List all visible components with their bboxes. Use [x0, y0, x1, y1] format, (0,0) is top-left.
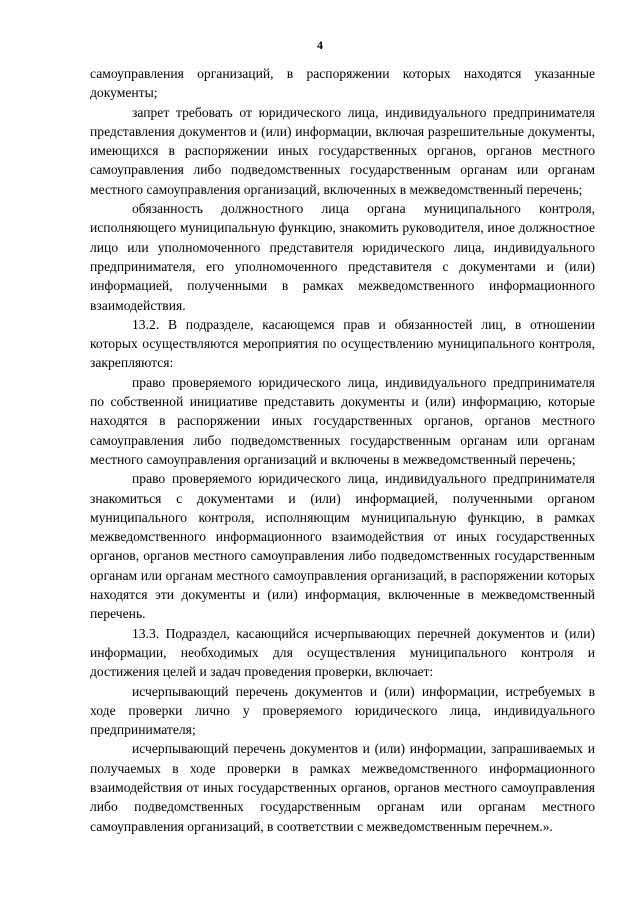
paragraph: обязанность должностного лица органа муниципального контроля, исполняющего муниципальную функцию, знакомить руководителя, иное должностное лицо или уполномоченного представителя юридического лица, индивидуального предпринимателя, его уполномоченного представителя с документами и (или) информацией, полученными в рамках межведомственного информационного взаимодействия.: [90, 201, 595, 313]
paragraph: право проверяемого юридического лица, индивидуального предпринимателя знакомиться с документами и (или) информацией, полученными органом муниципального контроля, исполняющим муниципальную функцию, в рамках межведомственного информационного взаимодействия от иных государственных органов, органов местного самоуправления либо подведомственных государственным органам или органам местного самоуправления организаций, в распоряжении которых находятся эти документы и (или) информация, включенные в межведомственный перечень.: [90, 471, 595, 622]
paragraph: право проверяемого юридического лица, индивидуального предпринимателя по собственной инициативе представить документы и (или) информацию, которые находятся в распоряжении иных государственных органов, органов местного самоуправления либо подведомственных государственным органам или органам местного самоуправления организаций и включены в межведомственный перечень;: [90, 374, 595, 467]
paragraph: исчерпывающий перечень документов и (или) информации, истребуемых в ходе проверки лично у проверяемого юридического лица, индивидуального предпринимателя;: [90, 683, 595, 738]
paragraph: 13.2. В подразделе, касающемся прав и обязанностей лиц, в отношении которых осуществляются мероприятия по осуществлению муниципального контроля, закрепляются:: [90, 316, 595, 371]
paragraph: самоуправления организаций, в распоряжении которых находятся указанные документы;: [90, 66, 595, 101]
document-body: [90, 64, 595, 836]
page-number: 4: [317, 38, 323, 52]
paragraph: исчерпывающий перечень документов и (или) информации, запрашиваемых и получаемых в ходе проверки в рамках межведомственного информационного взаимодействия от иных государственных органов, органов местного самоуправления либо подведомственных государственным органам или органам местного самоуправления организаций, в соответствии с межведомственным перечнем.».: [90, 741, 595, 834]
paragraph: 13.3. Подраздел, касающийся исчерпывающих перечней документов и (или) информации, необходимых для осуществления муниципального контроля и достижения целей и задач проведения проверки, включает:: [90, 625, 595, 680]
paragraph: запрет требовать от юридического лица, индивидуального предпринимателя представления документов и (или) информации, включая разрешительные документы, имеющихся в распоряжении иных государственных органов, органов местного самоуправления либо подведомственных государственным органам или органам местного самоуправления организаций, включенных в межведомственный перечень;: [90, 104, 595, 197]
